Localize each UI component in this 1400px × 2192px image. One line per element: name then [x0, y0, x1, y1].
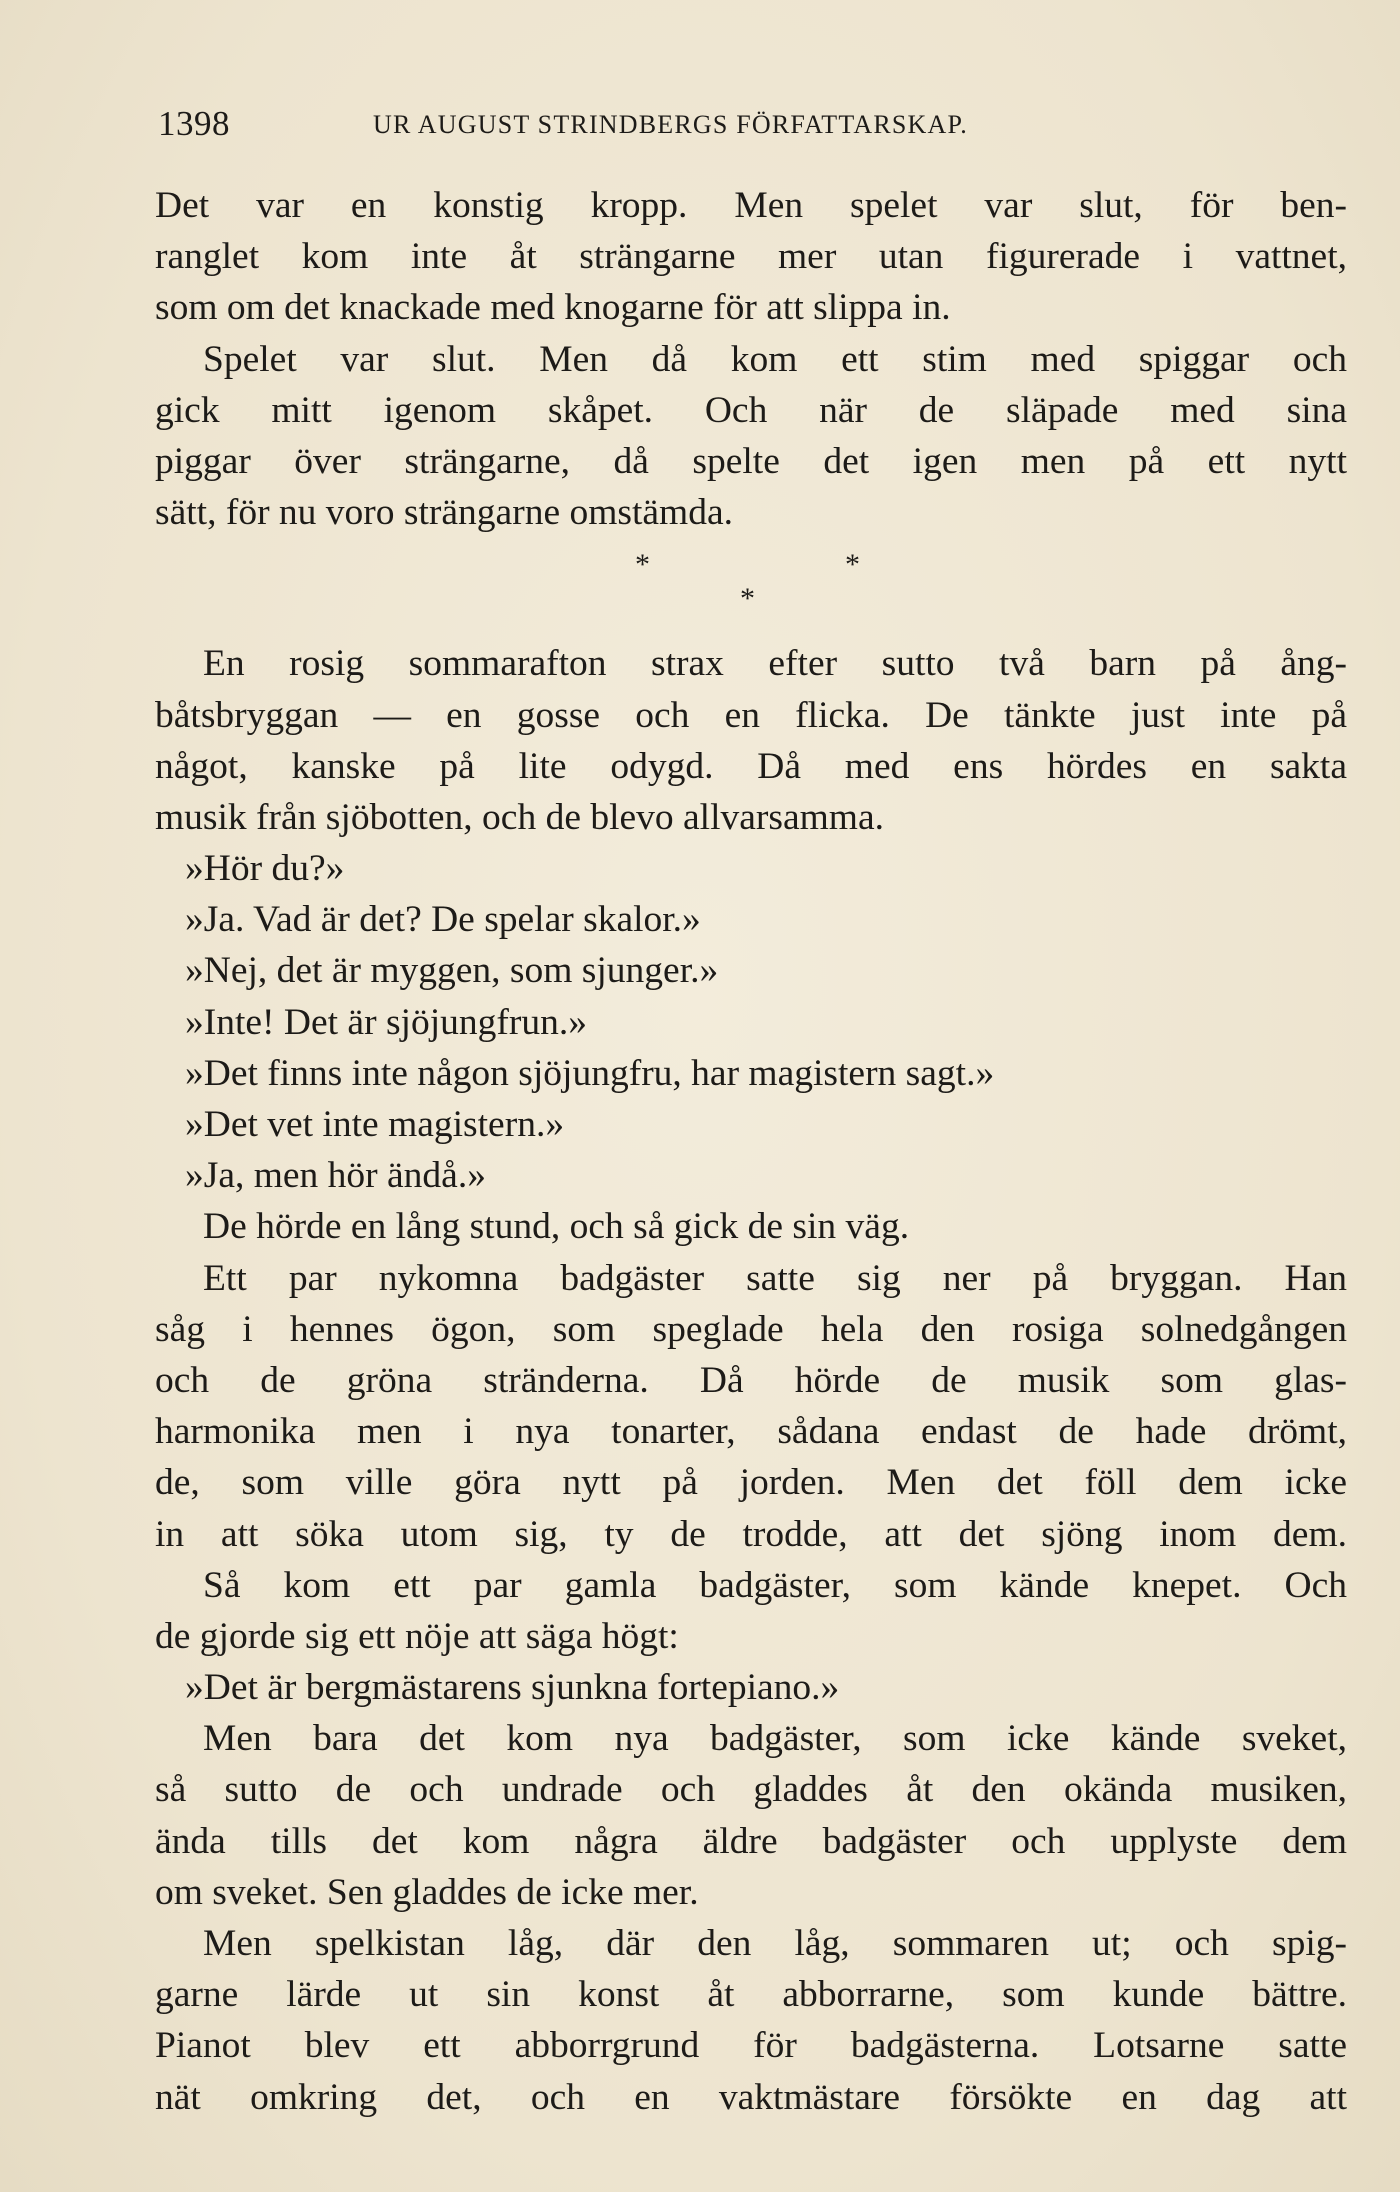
text-line: sätt, för nu voro strängarne omstämda. [155, 492, 733, 534]
text-line: gick mitt igenom skåpet. Och när de släpade med sina [155, 389, 1347, 431]
text-line: garne lärde ut sin konst åt abborrarne, som kunde bättre. [155, 1974, 1347, 2016]
dialogue-line: »Hör du?» [185, 848, 345, 890]
dialogue-line: »Det vet inte magistern.» [185, 1104, 565, 1145]
text-line: Så kom ett par gamla badgäster, som kände knepet. Och [203, 1564, 1347, 1606]
text-line: in att söka utom sig, ty de trodde, att det sjöng inom dem. [155, 1513, 1347, 1555]
text-line: såg i hennes ögon, som speglade hela den rosiga solnedgången [155, 1308, 1347, 1350]
dialogue-line: »Ja, men hör ändå.» [185, 1155, 486, 1197]
text-line: ranglet kom inte åt strängarne mer utan figurerade i vattnet, [155, 236, 1347, 278]
dialogue-line: »Ja. Vad är det? De spelar skalor.» [185, 899, 701, 941]
text-line: ända tills det kom några äldre badgäster och upplyste dem [155, 1820, 1347, 1862]
text-line: harmonika men i nya tonarter, sådana endast de hade drömt, [155, 1411, 1347, 1453]
dialogue-line: »Det är bergmästarens sjunkna fortepiano.» [185, 1667, 840, 1709]
text-line: En rosig sommarafton strax efter sutto två barn på ång- [203, 643, 1347, 685]
text-line: Pianot blev ett abborrgrund för badgästerna. Lotsarne satte [155, 2025, 1347, 2067]
page-header [158, 104, 1258, 154]
text-line: piggar över strängarne, då spelte det igen men på ett nytt [155, 440, 1347, 482]
text-line: som om det knackade med knogarne för att slippa in. [155, 287, 951, 329]
running-title: UR AUGUST STRINDBERGS FÖRFATTARSKAP. [373, 110, 968, 139]
section-divider [155, 538, 1347, 638]
body-text [155, 180, 1347, 2123]
text-line: Men bara det kom nya badgäster, som icke kände sveket, [203, 1718, 1347, 1760]
text-line: musik från sjöbotten, och de blevo allvarsamma. [155, 796, 884, 838]
dialogue-line: »Det finns inte någon sjöjungfru, har magistern sagt.» [185, 1052, 995, 1094]
text-line: Det var en konstig kropp. Men spelet var slut, för ben- [155, 185, 1347, 226]
text-line: och de gröna stränderna. Då hörde de musik som glas- [155, 1359, 1347, 1401]
text-line: de, som ville göra nytt på jorden. Men det föll dem icke [155, 1462, 1347, 1504]
asterisk: * [740, 582, 755, 616]
text-line: nät omkring det, och en vaktmästare försökte en dag att [155, 2076, 1347, 2118]
text-line: De hörde en lång stund, och så gick de sin väg. [203, 1206, 910, 1248]
text-line: båtsbryggan — en gosse och en flicka. De tänkte just inte på [155, 694, 1347, 736]
text-line: Spelet var slut. Men då kom ett stim med spiggar och [203, 338, 1347, 380]
text-line: något, kanske på lite odygd. Då med ens hördes en sakta [155, 745, 1347, 787]
dialogue-line: »Inte! Det är sjöjungfrun.» [185, 1001, 587, 1043]
text-line: de gjorde sig ett nöje att säga högt: [155, 1615, 679, 1657]
dialogue-line: »Nej, det är myggen, som sjunger.» [185, 950, 719, 992]
text-line: Men spelkistan låg, där den låg, sommaren ut; och spig- [203, 1923, 1347, 1964]
asterisk: * [845, 548, 860, 582]
asterisk: * [635, 548, 650, 582]
text-line: så sutto de och undrade och gladdes åt den okända musiken, [155, 1769, 1347, 1811]
text-line: om sveket. Sen gladdes de icke mer. [155, 1871, 699, 1913]
text-line: Ett par nykomna badgäster satte sig ner på bryggan. Han [203, 1257, 1347, 1299]
page-number: 1398 [158, 104, 230, 143]
